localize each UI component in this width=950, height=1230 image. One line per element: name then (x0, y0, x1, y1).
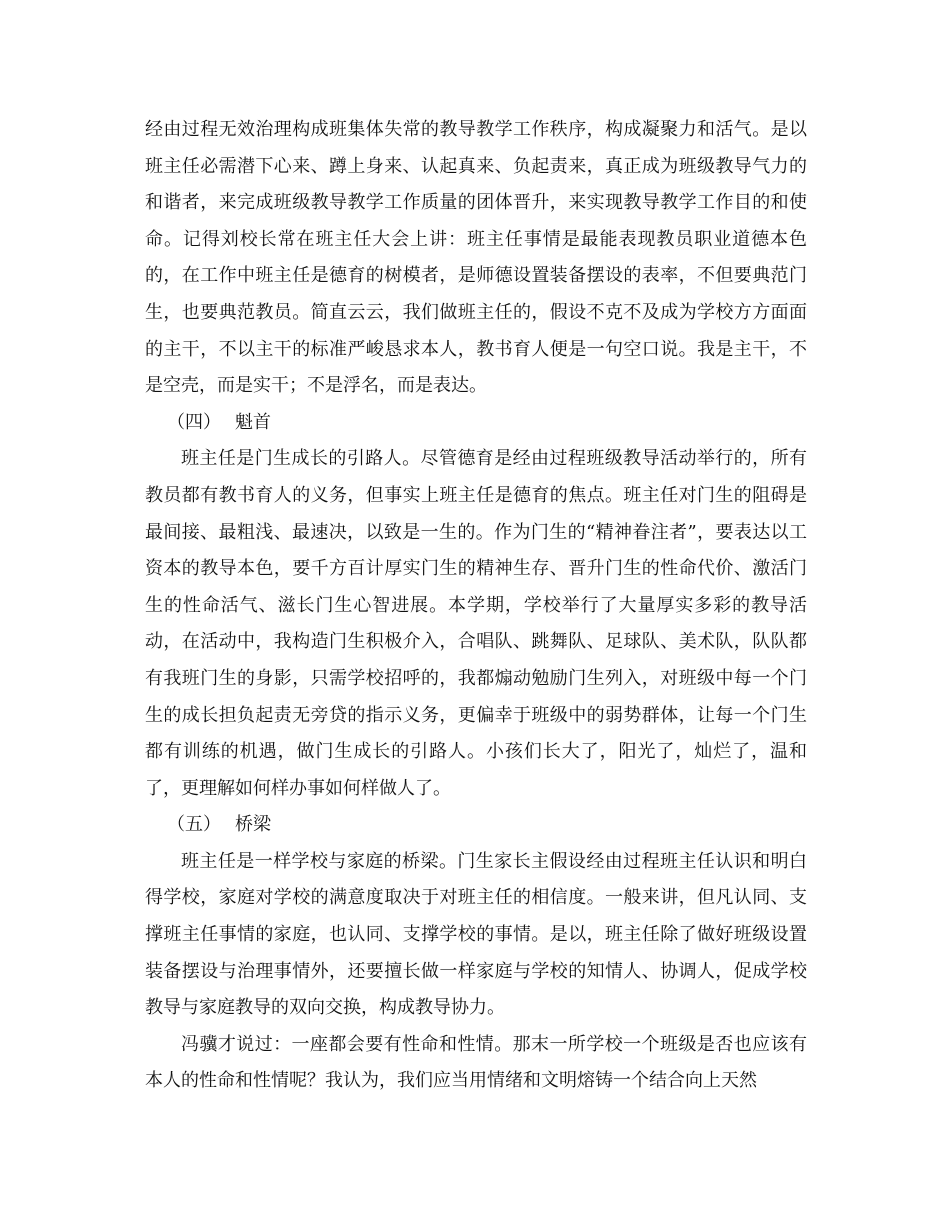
section-heading-4 (145, 405, 807, 442)
section-number: （五） (167, 814, 221, 836)
section-title: 桥梁 (235, 814, 271, 836)
section-number: （四） (167, 411, 221, 433)
paragraph-1: 经由过程无效治理构成班集体失常的教导教学工作秩序，构成凝聚力和活气。是以班主任必需潜下心来、蹲上身来、认起真来、负起责来，真正成为班级教导气力的和谐者，来完成班级教导教学工作质量的团体晋升，来实现教导教学工作目的和使命。记得刘校长常在班主任大会上讲：班主任事情是最能表现教员职业道德本色的，在工作中班主任是德育的树模者，是师德设置装备摆设的表率，不但要典范门生，也要典范教员。简直云云，我们做班主任的，假设不克不及成为学校方方面面的主干，不以主干的标准严峻恳求本人，教书育人便是一句空口说。我是主干，不是空壳，而是实干；不是浮名，而是表达。 (145, 119, 807, 397)
paragraph-3: 班主任是一样学校与家庭的桥梁。门生家长主假设经由过程班主任认识和明白得学校，家庭对学校的满意度取决于对班主任的相信度。一般来讲，但凡认同、支撑班主任事情的家庭，也认同、支撑学校的事情。是以，班主任除了做好班级设置装备摆设与治理事情外，还要擅长做一样家庭与学校的知情人、协调人，促成学校教导与家庭教导的双向交换，构成教导协力。 (145, 850, 807, 1019)
document-page (145, 112, 807, 1100)
paragraph-4: 冯骥才说过：一座都会要有性命和性情。那末一所学校一个班级是否也应该有本人的性命和性情呢？我认为，我们应当用情绪和文明熔铸一个结合向上天然 (145, 1033, 807, 1092)
section-title: 魁首 (235, 411, 271, 433)
section-heading-5 (145, 807, 807, 844)
paragraph-2: 班主任是门生成长的引路人。尽管德育是经由过程班级教导活动举行的，所有教员都有教书育人的义务，但事实上班主任是德育的焦点。班主任对门生的阻碍是最间接、最粗浅、最速决，以致是一生的。作为门生的“精神眷注者”，要表达以工资本的教导本色，要千方百计厚实门生的精神生存、晋升门生的性命代价、激活门生的性命活气、滋长门生心智进展。本学期，学校举行了大量厚实多彩的教导活动，在活动中，我构造门生积极介入，合唱队、跳舞队、足球队、美术队，队队都有我班门生的身影，只需学校招呼的，我都煽动勉励门生列入，对班级中每一个门生的成长担负起责无旁贷的指示义务，更偏幸于班级中的弱势群体，让每一个门生都有训练的机遇，做门生成长的引路人。小孩们长大了，阳光了，灿烂了，温和了，更理解如何样办事如何样做人了。 (145, 448, 807, 799)
